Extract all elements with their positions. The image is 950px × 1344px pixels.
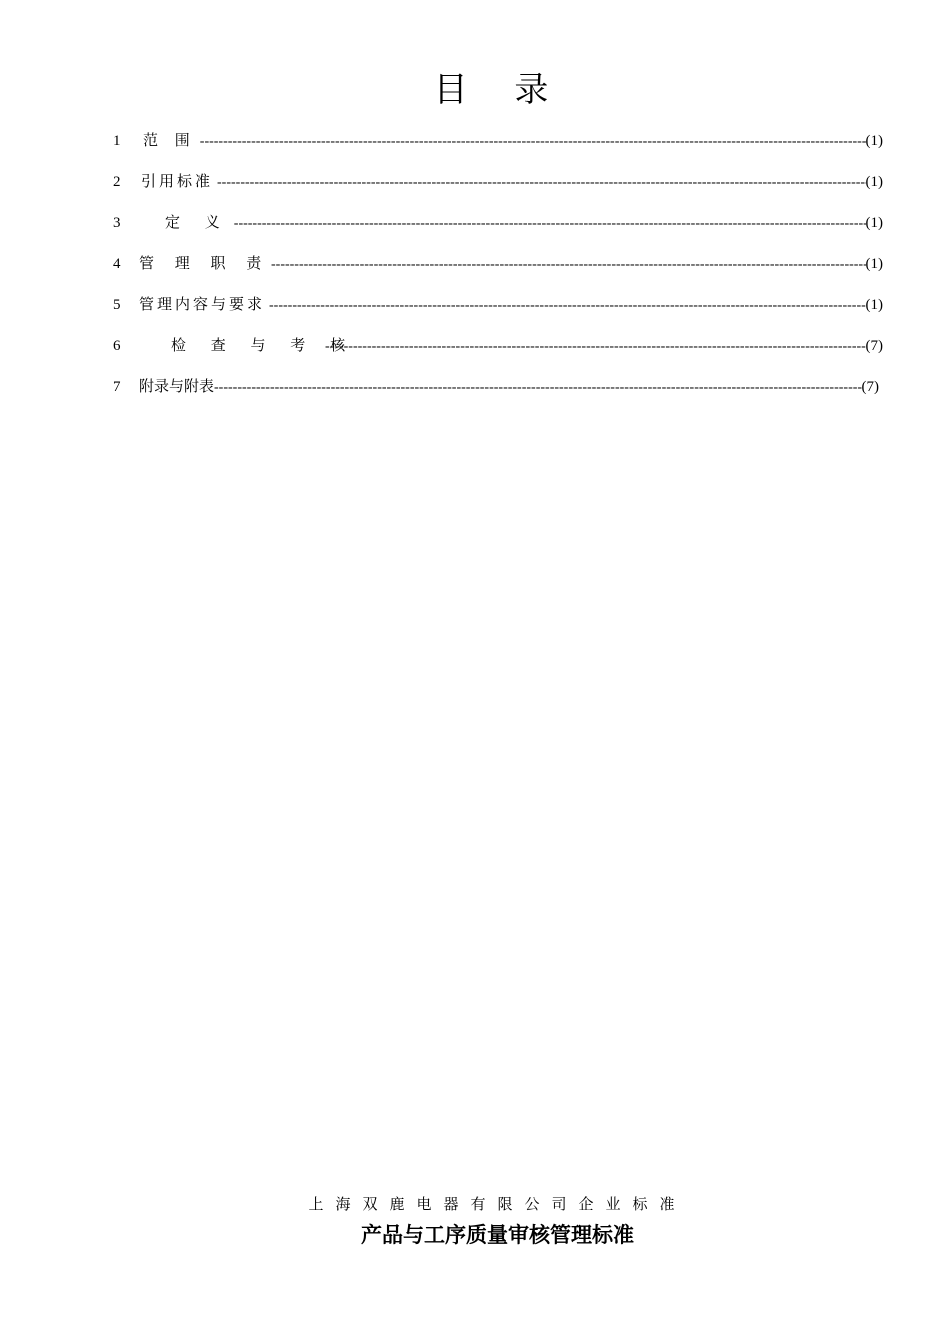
toc-entry-label: 管理内容与要求 — [139, 295, 266, 313]
toc-entry-page: (7) — [865, 338, 883, 354]
toc-entry-label: 范 围 — [143, 131, 196, 149]
toc-entry-inspection[interactable] — [113, 326, 883, 367]
toc-dot-leader — [269, 287, 865, 325]
toc-dot-leader — [200, 123, 866, 161]
toc-entry-references[interactable] — [113, 162, 883, 203]
toc-entry-definitions[interactable] — [113, 203, 883, 244]
toc-entry-number: 7 — [113, 379, 121, 395]
toc-entry-page: (1) — [865, 174, 883, 190]
toc-entry-number: 3 — [113, 215, 121, 231]
toc-entry-appendix[interactable] — [113, 367, 883, 408]
toc-entry-page: (1) — [865, 297, 883, 313]
toc-title: 目 录 — [433, 70, 567, 110]
toc-list — [113, 121, 883, 408]
toc-entry-page: (1) — [865, 215, 883, 231]
toc-entry-number: 6 — [113, 338, 121, 354]
toc-entry-number: 2 — [113, 174, 121, 190]
toc-entry-label: 定 义 — [165, 213, 230, 231]
toc-dot-leader — [217, 164, 865, 202]
document-title: 产品与工序质量审核管理标准 — [361, 1223, 634, 1247]
toc-entry-label: 检 查 与 考 核 — [171, 336, 356, 354]
toc-dot-leader — [271, 246, 866, 284]
toc-entry-label: 附录与附表 — [139, 377, 215, 395]
toc-entry-number: 1 — [113, 133, 121, 149]
toc-dot-leader — [234, 205, 866, 243]
toc-entry-scope[interactable] — [113, 121, 883, 162]
toc-entry-page: (1) — [865, 256, 883, 272]
toc-entry-page: (1) — [865, 133, 883, 149]
toc-entry-content-requirements[interactable] — [113, 285, 883, 326]
toc-entry-number: 4 — [113, 256, 121, 272]
toc-dot-leader — [325, 328, 866, 366]
toc-entry-page: (7) — [861, 379, 879, 395]
toc-entry-number: 5 — [113, 297, 121, 313]
toc-entry-label: 引用标准 — [141, 172, 214, 190]
toc-entry-responsibilities[interactable] — [113, 244, 883, 285]
toc-dot-leader — [214, 369, 861, 407]
company-standard-label: 上海双鹿电器有限公司企业标准 — [308, 1195, 687, 1213]
toc-entry-label: 管 理 职 责 — [139, 254, 270, 272]
